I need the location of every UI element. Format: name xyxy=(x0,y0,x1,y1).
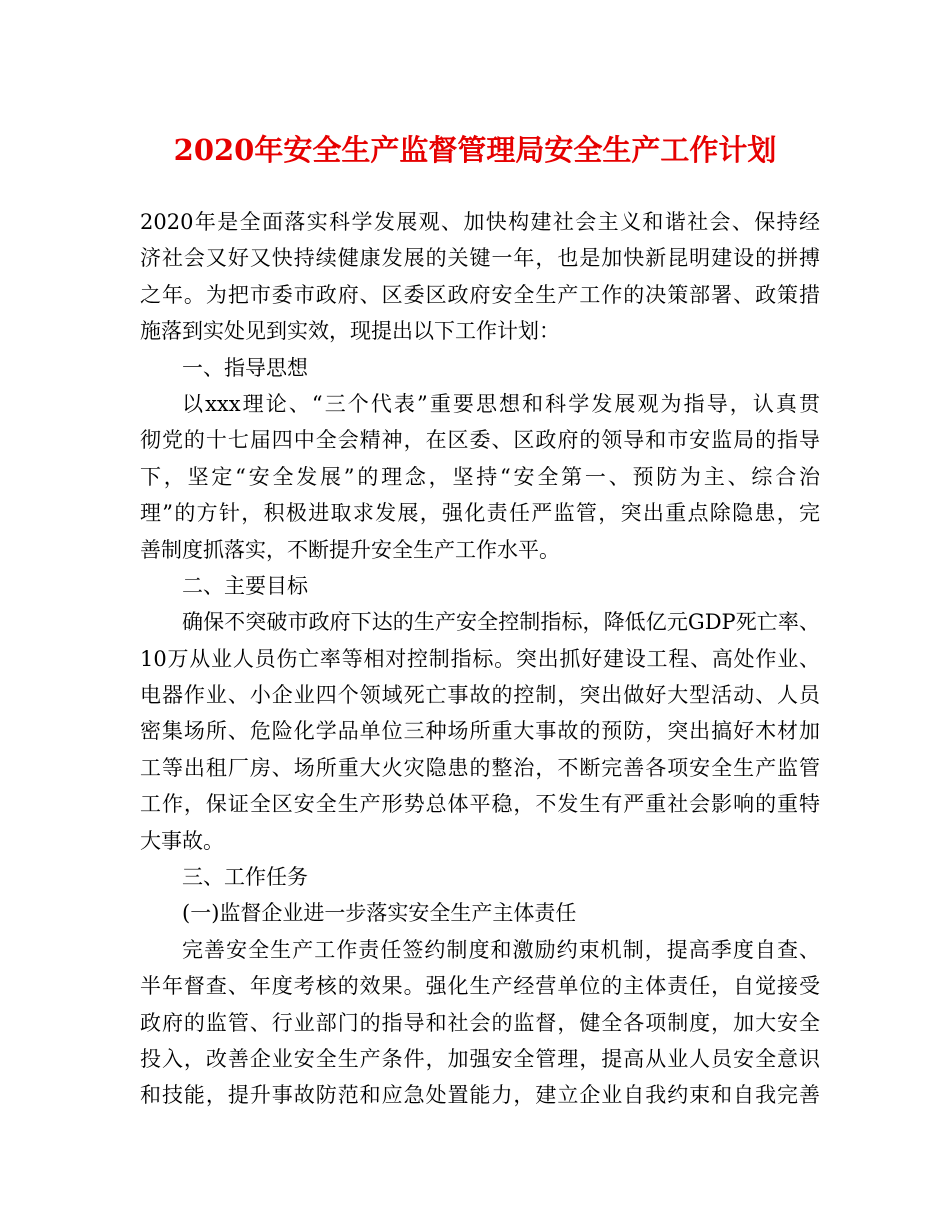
body-line: 和技能，提升事故防范和应急处置能力，建立企业自我约束和自我完善 xyxy=(140,1083,820,1108)
document-body xyxy=(140,204,820,1114)
body-line: 投入，改善企业安全生产条件，加强安全管理，提高从业人员安全意识 xyxy=(140,1046,820,1071)
body-line: 以xxx理论、“三个代表”重要思想和科学发展观为指导，认真贯 xyxy=(182,391,820,416)
body-line: 工等出租厂房、场所重大火灾隐患的整治，不断完善各项安全生产监管 xyxy=(140,755,820,780)
body-line: 密集场所、危险化学品单位三种场所重大事故的预防，突出搞好木材加 xyxy=(140,719,820,744)
body-line: 10万从业人员伤亡率等相对控制指标。突出抓好建设工程、高处作业、 xyxy=(140,646,820,671)
body-line: 之年。为把市委市政府、区委区政府安全生产工作的决策部署、政策措 xyxy=(140,282,820,307)
body-line: 下，坚定“安全发展”的理念，坚持“安全第一、预防为主、综合治 xyxy=(140,464,820,489)
document-title: 2020年安全生产监督管理局安全生产工作计划 xyxy=(173,133,777,167)
body-line: 电器作业、小企业四个领域死亡事故的控制，突出做好大型活动、人员 xyxy=(140,683,820,708)
body-line: 济社会又好又快持续健康发展的关键一年，也是加快新昆明建设的拼搏 xyxy=(140,246,820,271)
body-line: (一)监督企业进一步落实安全生产主体责任 xyxy=(182,901,577,926)
body-line: 一、指导思想 xyxy=(182,355,308,380)
body-line: 政府的监管、行业部门的指导和社会的监督，健全各项制度，加大安全 xyxy=(140,1010,820,1035)
body-line: 三、工作任务 xyxy=(182,865,308,890)
body-line: 2020年是全面落实科学发展观、加快构建社会主义和谐社会、保持经 xyxy=(140,210,820,234)
body-line: 确保不突破市政府下达的生产安全控制指标，降低亿元GDP死亡率、 xyxy=(182,610,820,635)
body-line: 完善安全生产工作责任签约制度和激励约束机制，提高季度自查、 xyxy=(182,937,820,962)
body-line: 二、主要目标 xyxy=(182,573,308,598)
body-line: 半年督查、年度考核的效果。强化生产经营单位的主体责任，自觉接受 xyxy=(140,974,820,999)
body-line: 工作，保证全区安全生产形势总体平稳，不发生有严重社会影响的重特 xyxy=(140,792,820,817)
body-line: 大事故。 xyxy=(140,828,224,853)
body-line: 施落到实处见到实效，现提出以下工作计划： xyxy=(140,319,560,344)
body-line: 善制度抓落实，不断提升安全生产工作水平。 xyxy=(140,537,560,562)
body-line: 理”的方针，积极进取求发展，强化责任严监管，突出重点除隐患，完 xyxy=(140,501,820,526)
body-line: 彻党的十七届四中全会精神，在区委、区政府的领导和市安监局的指导 xyxy=(140,428,820,453)
